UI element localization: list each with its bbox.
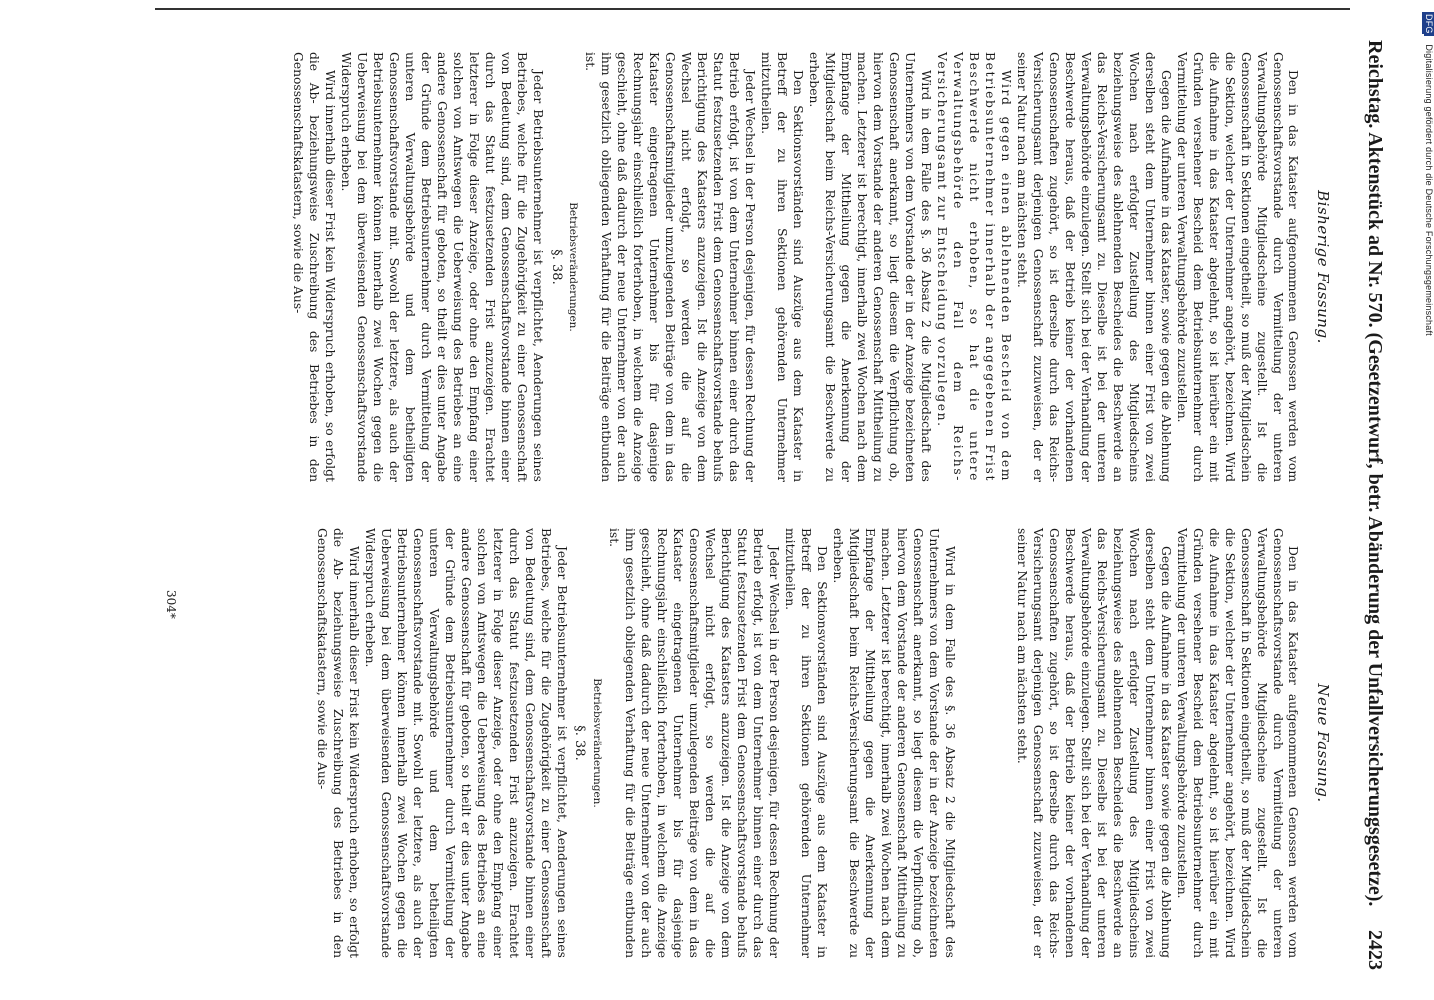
paragraph-gap: [957, 528, 1013, 958]
section-number: §. 38.: [548, 249, 564, 285]
paragraph: Jeder Betriebsunternehmer ist verpflichtet, Aenderungen seines Betriebes, welche für die Zugehörigkeit zu einer Genossenschaft von Bedeutung sind, dem Genossenschaftsvorstande binnen einer durch das Statut festzusetzenden Frist anzuzeigen. Erachtet letzterer in Folge dieser Anzeige, oder ohne den Empfang einer solchen von Amtswegen die Ueberweisung des Betriebes an eine andere Genossenschaft für geboten, so theilt er dies unter Angabe der Gründe dem Betriebsunternehmer durch Vermittelung der unteren Verwaltungsbehörde und dem betheiligten Genossenschaftsvorstande mit. Sowohl der letztere, als auch der Betriebsunternehmer können innerhalb zwei Wochen gegen die Ueberweisung bei dem überweisenden Genossenschaftsvorstande Widerspruch erheben.: [338, 52, 545, 482]
section-number: §. 38.: [572, 725, 588, 761]
page-header: [1354, 40, 1392, 970]
paragraph: Den Sektionsvorständen sind Auszüge aus dem Kataster in Betreff der zu ihren Sektionen gehörenden Unternehmer mitzutheilen.: [782, 528, 829, 958]
paragraph: Den Sektionsvorständen sind Auszüge aus dem Kataster in Betreff der zu ihren Sektionen gehörenden Unternehmer mitzutheilen.: [759, 52, 805, 482]
paragraph: Wird innerhalb dieser Frist kein Widerspruch erhoben, so erfolgt die Ab- beziehungsweise Zuschreibung des Betriebes in den Genossenschaftskatastern, sowie die Aus-: [314, 528, 361, 958]
paragraph: Jeder Wechsel in der Person desjenigen, für dessen Rechnung der Betrieb erfolgt, ist von dem Unternehmer binnen einer durch das Statut festzusetzenden Frist dem Genossenschaftsvorstande behufs Berichtigung des Katasters anzuzeigen. Ist die Anzeige von dem Wechsel nicht erfolgt, so werden die auf die Genossenschaftsmitglieder umzulegenden Beiträge von dem in das Kataster eingetragenen Unternehmer bis für dasjenige Rechnungsjahr einschließlich forterhoben, in welchem die Anzeige geschieht, ohne daß dadurch der neue Unternehmer von der auch ihm gesetzlich obliegenden Verhaftung für die Beiträge entbunden ist.: [583, 52, 758, 482]
paragraph: Jeder Betriebsunternehmer ist verpflichtet, Aenderungen seines Betriebes, welche für die Zugehörigkeit zu einer Genossenschaft von Bedeutung sind, dem Genossenschaftsvorstande binnen einer durch das Statut festzusetzenden Frist anzuzeigen. Erachtet letzterer in Folge dieser Anzeige, oder ohne den Empfang einer solchen von Amtswegen die Ueberweisung des Betriebes an eine andere Genossenschaft für geboten, so theilt er dies unter Angabe der Gründe dem Betriebsunternehmer durch Vermittelung der unteren Verwaltungsbehörde und dem betheiligten Genossenschaftsvorstande mit. Sowohl der letztere, als auch der Betriebsunternehmer können innerhalb zwei Wochen gegen die Ueberweisung bei dem überweisenden Genossenschaftsvorstande Widerspruch erheben.: [362, 528, 569, 958]
subheading: Betriebsveränderungen.: [567, 202, 580, 332]
paragraph: Jeder Wechsel in der Person desjenigen, für dessen Rechnung der Betrieb erfolgt, ist von dem Unternehmer binnen einer durch das Statut festzusetzenden Frist dem Genossenschaftsvorstande behufs Berichtigung des Katasters anzuzeigen. Ist die Anzeige von dem Wechsel nicht erfolgt, so werden die auf die Genossenschaftsmitglieder umzulegenden Beiträge von dem in das Kataster eingetragenen Unternehmer bis für dasjenige Rechnungsjahr einschließlich forterhoben, in welchem die Anzeige geschieht, ohne daß dadurch der neue Unternehmer von der auch ihm gesetzlich obliegenden Verhaftung für die Beiträge entbunden ist.: [607, 528, 781, 958]
digitization-text: [1422, 12, 1434, 992]
paragraph: Wird in dem Falle des §. 36 Absatz 2 die Mitgliedschaft des Unternehmers von dem Vorstande der in der Anzeige bezeichneten Genossenschaft anerkannt, so liegt diesem die Verpflichtung ob, hiervon dem Vorstande der anderen Genossenschaft Mittheilung zu machen. Letzterer ist berechtigt, innerhalb zwei Wochen nach dem Empfange der Mittheilung gegen die Anerkennung der Mitgliedschaft beim Reichs-Versicherungsamt die Beschwerde zu erheben.: [830, 528, 957, 958]
paragraph: Wird innerhalb dieser Frist kein Widerspruch erhoben, so erfolgt die Ab- beziehungsweise Zuschreibung des Betriebes in den Genossenschaftskatastern, sowie die Aus-: [290, 52, 337, 482]
subheading: Betriebsveränderungen.: [591, 678, 604, 808]
dfg-logo-text: DFG: [1424, 14, 1434, 34]
side-note-text: Digitalisierung gefördert durch die Deutsche Forschungsgemeinschaft: [1424, 44, 1434, 336]
column-heading-previous: Bisherige Fassung.: [1314, 190, 1332, 344]
column-previous-version: [289, 52, 1348, 482]
header-rule: [155, 8, 1350, 10]
paragraph: Den in das Kataster aufgenommenen Genossen werden vom Genossenschaftsvorstande durch Vermittelung der unteren Verwaltungsbehörde Mitgliedscheine zugestellt. Ist die Genossenschaft in Sektionen eingetheilt, so muß der Mitgliedschein die Sektion, welcher der Unternehmer angehört, bezeichnen. Wird die Aufnahme in das Kataster abgelehnt, so ist hierüber ein mit Gründen versehener Bescheid dem Betriebsunternehmer durch Vermittelung der unteren Verwaltungsbehörde zuzustellen.: [1174, 52, 1301, 482]
paragraph: Gegen die Aufnahme in das Kataster sowie gegen die Ablehnung derselben steht dem Unternehmer binnen einer Frist von zwei Wochen nach erfolgter Zustellung des Mitgliedscheins beziehungsweise des ablehnenden Bescheides die Beschwerde an das Reichs-Versicherungsamt zu. Dieselbe ist bei der unteren Verwaltungsbehörde einzulegen. Stellt sich bei der Verhandlung der Beschwerde heraus, daß der Betrieb keiner der vorhandenen Genossenschaften zugehört, so ist derselbe durch das Reichs-Versicherungsamt derjenigen Genossenschaft zuzuweisen, der er seiner Natur nach am nächsten steht.: [1014, 528, 1173, 958]
paragraph-spaced: Wird gegen einen ablehnenden Bescheid von dem Betriebsunternehmer innerhalb der angegebenen Frist Beschwerde nicht erhoben, so hat die untere Verwaltungsbehörde den Fall dem Reichs-Versicherungsamt zur Entscheidung vorzulegen.: [934, 52, 1013, 482]
column-heading-new: Neue Fassung.: [1314, 683, 1332, 803]
page-number: 2423: [1364, 930, 1386, 970]
column-new-version: [313, 528, 1348, 958]
signature-mark: 304*: [164, 590, 178, 619]
paragraph: Den in das Kataster aufgenommenen Genossen werden vom Genossenschaftsvorstande durch Vermittelung der unteren Verwaltungsbehörde Mitgliedscheine zugestellt. Ist die Genossenschaft in Sektionen eingetheilt, so muß der Mitgliedschein die Sektion, welcher der Unternehmer angehört, bezeichnen. Wird die Aufnahme in das Kataster abgelehnt, so ist hierüber ein mit Gründen versehener Bescheid dem Betriebsunternehmer durch Vermittelung der unteren Verwaltungsbehörde zuzustellen.: [1174, 528, 1301, 958]
digitization-note: [1422, 12, 1434, 992]
paragraph: Wird in dem Falle des §. 36 Absatz 2 die Mitgliedschaft des Unternehmers von dem Vorstande der in der Anzeige bezeichneten Genossenschaft anerkannt, so liegt diesem die Verpflichtung ob, hiervon dem Vorstande der anderen Genossenschaft Mittheilung zu machen. Letzterer ist berechtigt, innerhalb zwei Wochen nach dem Empfange der Mittheilung gegen die Anerkennung der Mitgliedschaft beim Reichs-Versicherungsamt die Beschwerde zu erheben.: [806, 52, 933, 482]
paragraph: Gegen die Aufnahme in das Kataster, sowie gegen die Ablehnung derselben steht dem Unternehmer binnen einer Frist von zwei Wochen nach erfolgter Zustellung des Mitgliedscheins beziehungsweise des ablehnenden Bescheides die Beschwerde an das Reichs-Versicherungsamt zu. Dieselbe ist bei der unteren Verwaltungsbehörde einzulegen. Stellt sich bei der Verhandlung der Beschwerde heraus, daß der Betrieb keiner der vorhandenen Genossenschaften zugehört, so ist derselbe durch das Reichs-Versicherungsamt derjenigen Genossenschaft zuzuweisen, der er seiner Natur nach am nächsten steht.: [1014, 52, 1173, 482]
header-title: Reichstag. Aktenstück ad Nr. 570. (Gesetzentwurf, betr. Abänderung der Unfallversicherungsgesetze).: [1364, 40, 1386, 907]
